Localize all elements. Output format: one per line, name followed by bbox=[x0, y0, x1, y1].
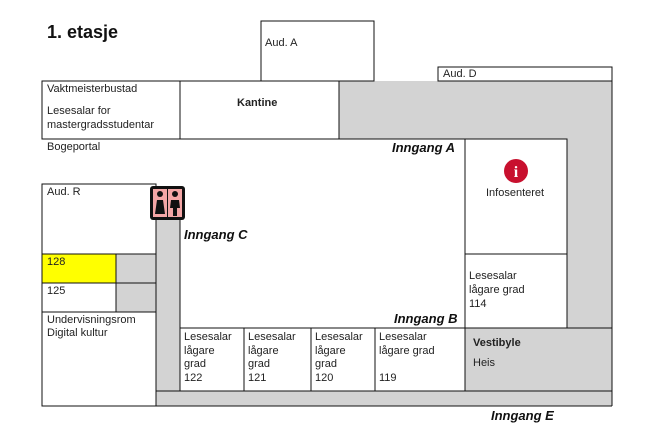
corridor-left-stub-2 bbox=[116, 283, 156, 312]
label-kantine: Kantine bbox=[237, 97, 278, 109]
label-114-line3: 114 bbox=[469, 298, 487, 310]
corridor-bottom bbox=[156, 391, 612, 406]
label-120-line4: 120 bbox=[315, 372, 334, 384]
label-heis: Heis bbox=[473, 357, 496, 369]
label-undervisning-1: Undervisningsrom bbox=[47, 314, 136, 326]
label-room-128: 128 bbox=[47, 256, 66, 268]
label-vaktmeister: Vaktmeisterbustad bbox=[47, 83, 138, 95]
entrance-a-label: Inngang A bbox=[392, 140, 456, 155]
label-aud-r: Aud. R bbox=[47, 186, 81, 198]
label-119-line1: Lesesalar bbox=[379, 331, 427, 343]
label-room-125: 125 bbox=[47, 285, 66, 297]
label-122-line4: 122 bbox=[184, 372, 203, 384]
label-lesesalar-master-2: mastergradsstudentar bbox=[47, 119, 154, 131]
label-bogeportal: Bogeportal bbox=[47, 141, 101, 153]
entrance-c-label: Inngang C bbox=[184, 227, 248, 242]
toilet-icon bbox=[150, 186, 185, 220]
label-119-line3: 119 bbox=[379, 372, 397, 384]
corridor-left-stub-1 bbox=[116, 254, 156, 283]
entrance-b-label: Inngang B bbox=[394, 311, 458, 326]
label-121-line2: lågare bbox=[248, 345, 279, 357]
label-undervisning-2: Digital kultur bbox=[47, 327, 108, 339]
room-aud-a-outline bbox=[261, 21, 374, 81]
label-vestibyle: Vestibyle bbox=[473, 337, 521, 349]
label-aud-a: Aud. A bbox=[265, 37, 298, 49]
label-120-line1: Lesesalar bbox=[315, 331, 363, 343]
label-120-line3: grad bbox=[315, 358, 338, 370]
label-121-line3: grad bbox=[248, 358, 271, 370]
label-122-line2: lågare bbox=[184, 345, 215, 357]
label-122-line1: Lesesalar bbox=[184, 331, 232, 343]
label-122-line3: grad bbox=[184, 358, 207, 370]
label-lesesalar-master-1: Lesesalar for bbox=[47, 105, 111, 117]
floor-title: 1. etasje bbox=[47, 22, 119, 42]
room-kantine-outline bbox=[180, 81, 339, 139]
label-114-line2: lågare grad bbox=[469, 284, 525, 296]
info-glyph: i bbox=[513, 164, 519, 181]
entrance-e-label: Inngang E bbox=[491, 408, 554, 423]
label-121-line1: Lesesalar bbox=[248, 331, 296, 343]
label-114-line1: Lesesalar bbox=[469, 270, 517, 282]
corridor-right-vertical bbox=[567, 81, 612, 329]
label-aud-d: Aud. D bbox=[443, 68, 477, 80]
label-infosenteret: Infosenteret bbox=[486, 187, 545, 199]
label-120-line2: lågare bbox=[315, 345, 346, 357]
info-icon bbox=[504, 159, 528, 183]
corridor-left-vertical bbox=[156, 218, 180, 391]
label-121-line4: 121 bbox=[248, 372, 267, 384]
label-119-line2: lågare grad bbox=[379, 345, 435, 357]
